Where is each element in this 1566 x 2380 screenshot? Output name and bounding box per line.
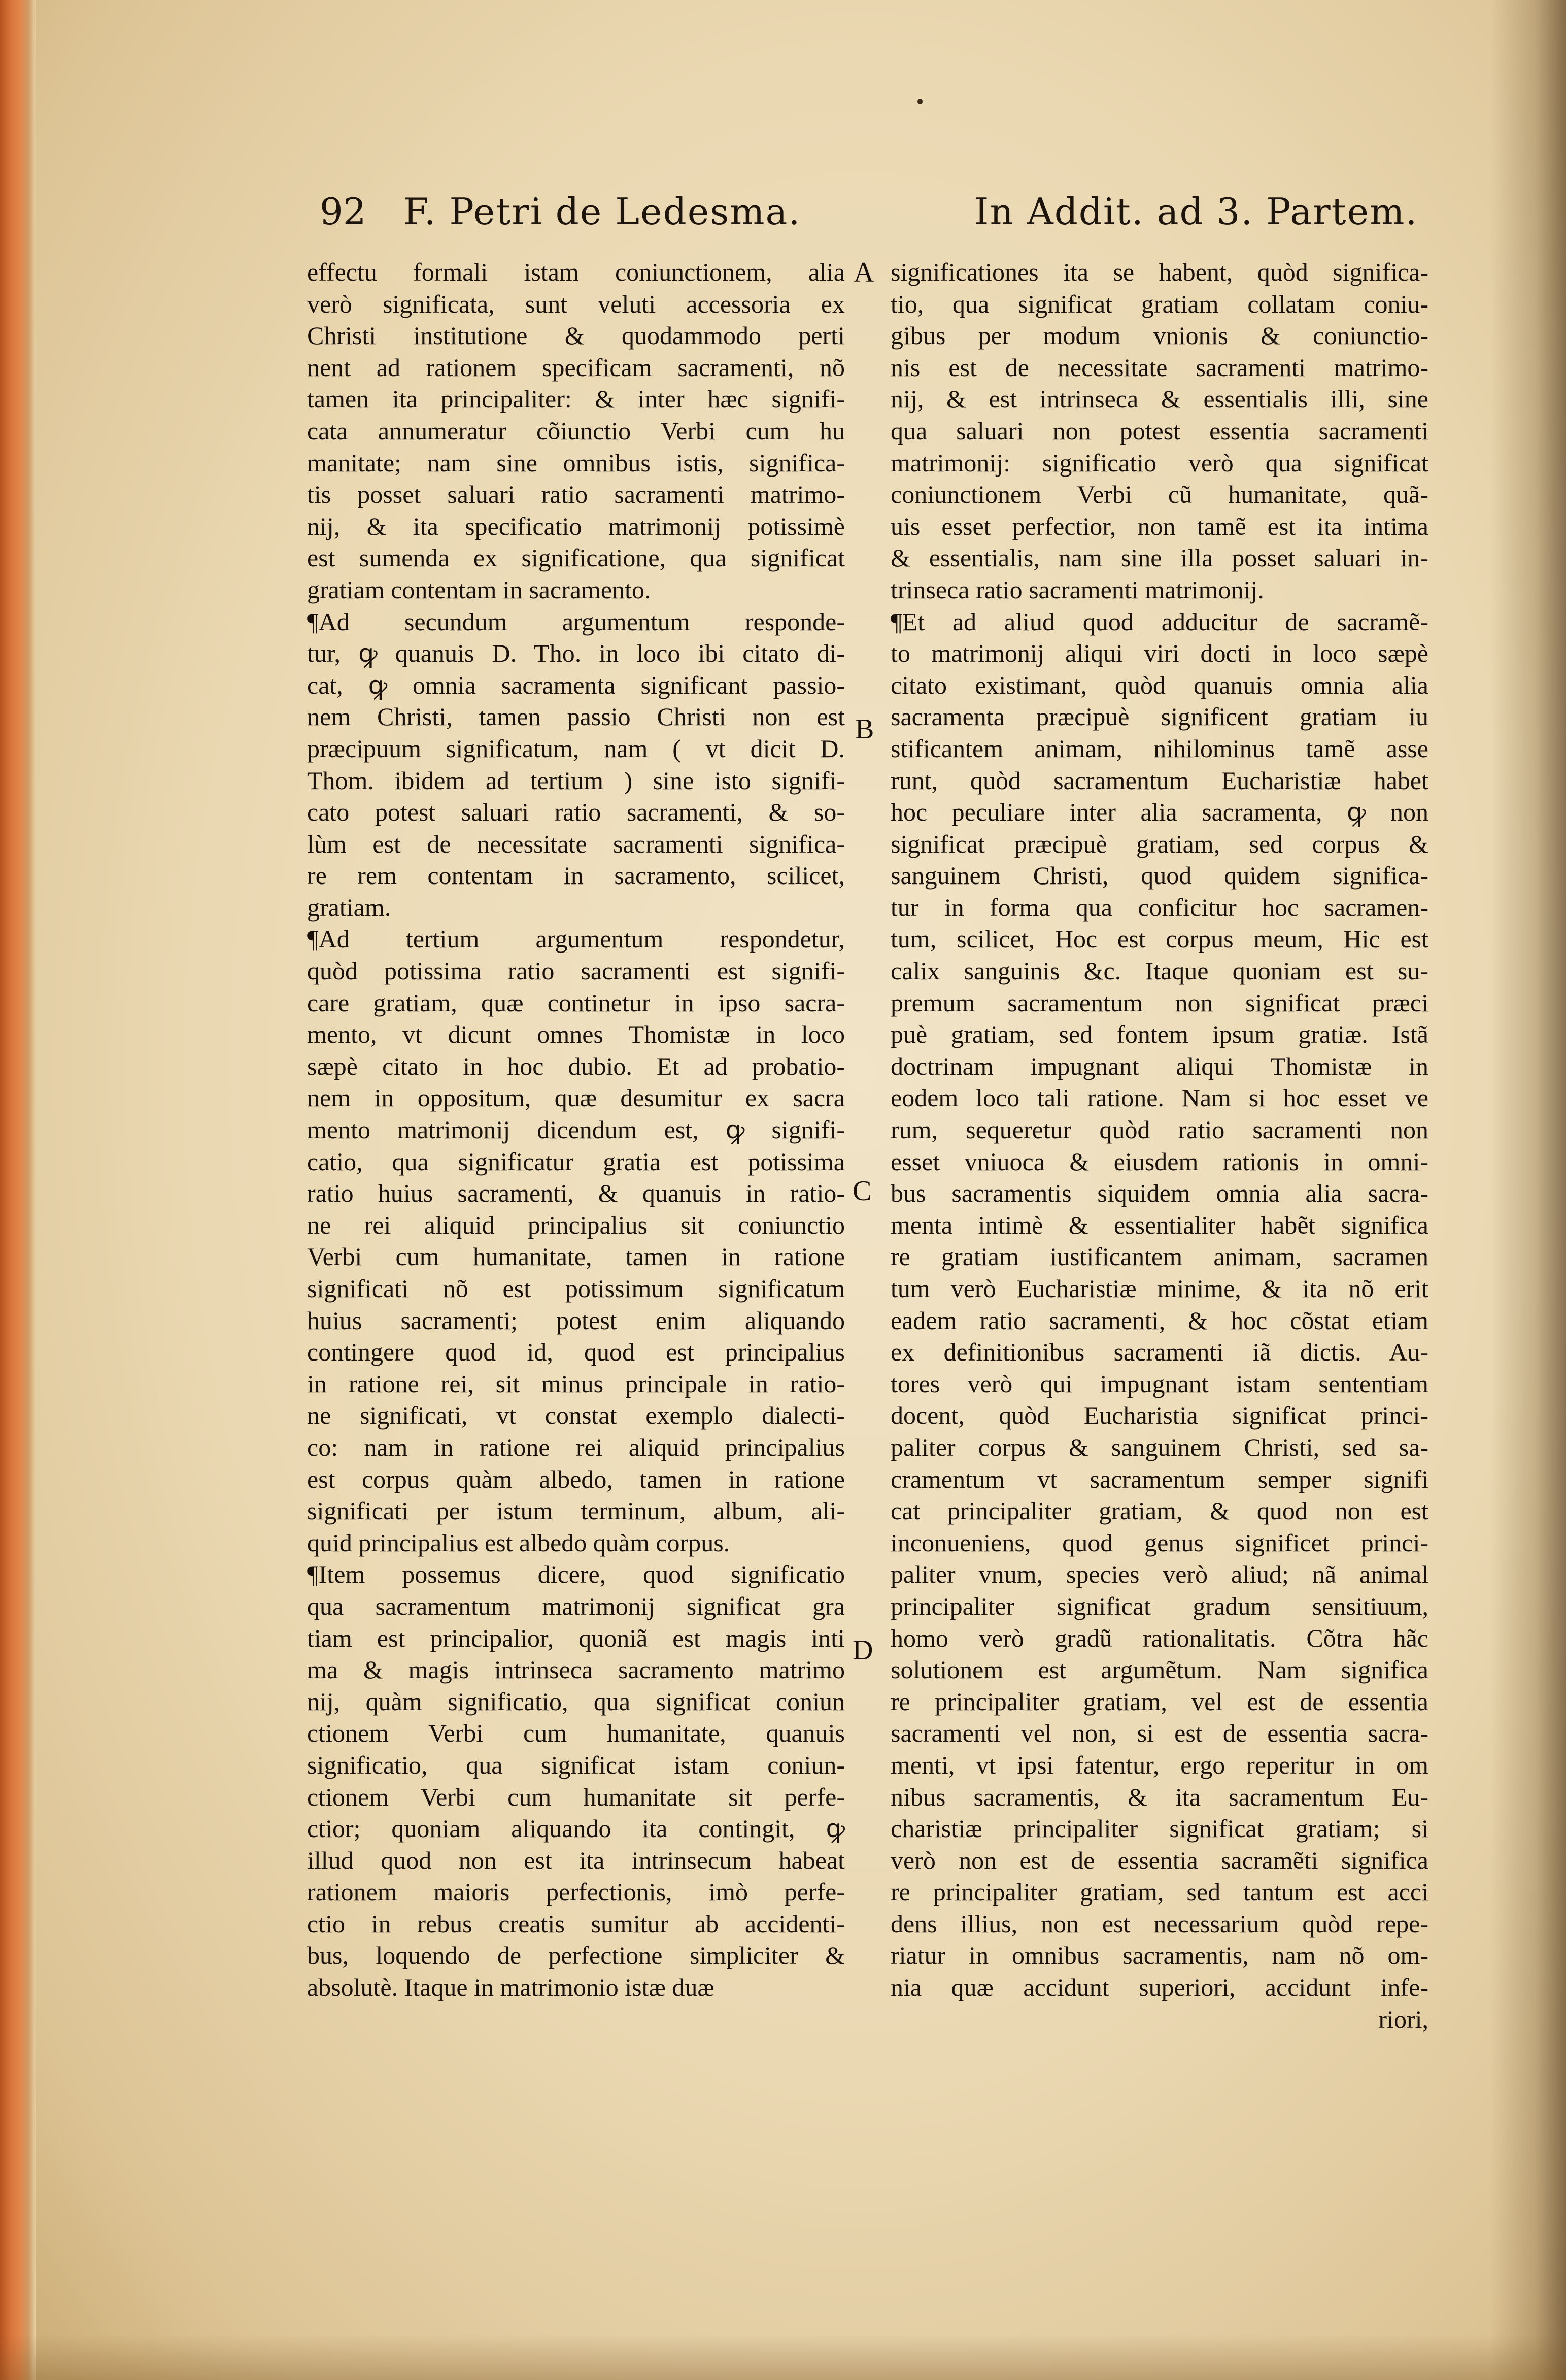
text-line: ne significati, vt constat exemplo dialecti-: [307, 1401, 845, 1430]
text-line: stificantem animam, nihilominus tamẽ asse: [891, 734, 1428, 763]
text-line: ma & magis intrinseca sacramento matrimo: [307, 1655, 845, 1684]
text-line: calix sanguinis &c. Itaque quoniam est su-: [891, 957, 1428, 985]
text-line: homo verò gradũ rationalitatis. Cõtra hãc: [891, 1623, 1428, 1652]
text-line: nij, quàm significatio, qua significat coniun: [307, 1687, 845, 1716]
text-line: effectu formali istam coniunctionem, alia: [307, 258, 845, 286]
text-line: sacramenti vel non, si est de essentia sacra-: [891, 1719, 1428, 1748]
text-line: cat, ꝙ omnia sacramenta significant passio-: [307, 670, 845, 699]
text-line: ratio huius sacramenti, & quanuis in ratio-: [307, 1179, 845, 1208]
text-line: mento, vt dicunt omnes Thomistæ in loco: [307, 1020, 845, 1049]
text-line: menti, vt ipsi fatentur, ergo reperitur in om: [891, 1750, 1428, 1779]
text-line: significationes ita se habent, quòd significa-: [891, 258, 1428, 286]
text-line: significati per istum terminum, album, ali-: [307, 1497, 845, 1525]
text-line: bus, loquendo de perfectione simpliciter &: [307, 1941, 845, 1970]
margin-letter-a: A: [854, 257, 874, 288]
text-line: riori,: [1378, 2004, 1428, 2033]
text-line: citato existimant, quòd quanuis omnia alia: [891, 670, 1428, 699]
text-line: sanguinem Christi, quod quidem significa-: [891, 861, 1428, 890]
text-line: cat principaliter gratiam, & quod non est: [891, 1497, 1428, 1525]
text-line: tio, qua significat gratiam collatam coniu-: [891, 289, 1428, 318]
text-line: ex definitionibus sacramenti iã dictis. Au-: [891, 1338, 1428, 1367]
text-line: huius sacramenti; potest enim aliquando: [307, 1306, 845, 1335]
text-line: absolutè. Itaque in matrimonio istæ duæ: [307, 1973, 714, 2002]
text-line: doctrinam impugnant aliqui Thomistæ in: [891, 1051, 1428, 1080]
text-line: cato potest saluari ratio sacramenti, & so-: [307, 798, 845, 827]
text-line: tis posset saluari ratio sacramenti matrimo-: [307, 480, 845, 509]
text-line: quid principalius est albedo quàm corpus.: [307, 1528, 730, 1557]
text-line: eodem loco tali ratione. Nam si hoc esset ve: [891, 1083, 1428, 1112]
text-line: solutionem est argumẽtum. Nam significa: [891, 1655, 1428, 1684]
page-number: 92: [320, 190, 366, 233]
text-line: ¶Item possemus dicere, quod significatio: [307, 1560, 845, 1589]
text-line: contingere quod id, quod est principalius: [307, 1338, 845, 1367]
text-line: ctio in rebus creatis sumitur ab accidenti-: [307, 1909, 845, 1938]
text-line: præcipuum significatum, nam ( vt dicit D.: [307, 734, 845, 763]
text-line: tores verò qui impugnant istam sententiam: [891, 1369, 1428, 1398]
text-line: ctior; quoniam aliquando ita contingit, ꝙ: [307, 1814, 845, 1843]
text-line: tur, ꝙ quanuis D. Tho. in loco ibi citato di-: [307, 639, 845, 668]
text-line: sacramenta præcipuè significent gratiam iu: [891, 702, 1428, 731]
text-line: tum, scilicet, Hoc est corpus meum, Hic est: [891, 925, 1428, 954]
text-line: care gratiam, quæ continetur in ipso sacra-: [307, 988, 845, 1017]
text-line: lùm est de necessitate sacramenti significa-: [307, 829, 845, 858]
text-line: verò significata, sunt veluti accessoria ex: [307, 289, 845, 318]
text-line: premum sacramentum non significat præci: [891, 988, 1428, 1017]
text-line: Verbi cum humanitate, tamen in ratione: [307, 1242, 845, 1271]
text-line: dens illius, non est necessarium quòd repe-: [891, 1909, 1428, 1938]
margin-letter-b: B: [855, 713, 874, 745]
text-line: gratiam contentam in sacramento.: [307, 575, 651, 604]
text-line: quòd potissima ratio sacramenti est signifi-: [307, 957, 845, 985]
text-line: re rem contentam in sacramento, scilicet,: [307, 861, 845, 890]
text-line: uis esset perfectior, non tamẽ est ita intima: [891, 512, 1428, 540]
text-line: re principaliter gratiam, sed tantum est acci: [891, 1878, 1428, 1907]
gutter-shadow: [1490, 0, 1566, 2380]
text-line: mento matrimonij dicendum est, ꝙ signifi-: [307, 1115, 845, 1144]
text-line: bus sacramentis siquidem omnia alia sacra-: [891, 1179, 1428, 1208]
page-fore-edge: [0, 0, 36, 2380]
text-line: to matrimonij aliqui viri docti in loco sæpè: [891, 639, 1428, 668]
text-line: nem in oppositum, quæ desumitur ex sacra: [307, 1083, 845, 1112]
text-line: nibus sacramentis, & ita sacramentum Eu-: [891, 1782, 1428, 1811]
text-line: significat præcipuè gratiam, sed corpus &: [891, 829, 1428, 858]
left-text-column: [307, 256, 845, 2003]
margin-letter-c: C: [853, 1175, 872, 1207]
text-line: trinseca ratio sacramenti matrimonij.: [891, 575, 1264, 604]
text-line: coniunctionem Verbi cũ humanitate, quã-: [891, 480, 1428, 509]
text-line: nem Christi, tamen passio Christi non est: [307, 702, 845, 731]
text-line: ctionem Verbi cum humanitate, quanuis: [307, 1719, 845, 1748]
text-line: ¶Et ad aliud quod adducitur de sacramẽ-: [891, 607, 1428, 636]
text-line: ne rei aliquid principalius sit coniunctio: [307, 1210, 845, 1239]
text-line: re principaliter gratiam, vel est de essentia: [891, 1687, 1428, 1716]
text-line: qua saluari non potest essentia sacramenti: [891, 416, 1428, 445]
text-line: menta intimè & essentialiter habẽt significa: [891, 1210, 1428, 1239]
text-line: hoc peculiare inter alia sacramenta, ꝙ non: [891, 798, 1428, 827]
text-line: illud quod non est ita intrinsecum habeat: [307, 1846, 845, 1875]
text-line: charistiæ principaliter significat gratiam; si: [891, 1814, 1428, 1843]
text-line: runt, quòd sacramentum Eucharistiæ habet: [891, 766, 1428, 795]
text-line: principaliter significat gradum sensitiuum,: [891, 1591, 1428, 1620]
text-line: significati nõ est potissimum significatum: [307, 1274, 845, 1303]
text-line: est corpus quàm albedo, tamen in ratione: [307, 1465, 845, 1493]
text-line: re gratiam iustificantem animam, sacramen: [891, 1242, 1428, 1271]
text-line: docent, quòd Eucharistia significat princi-: [891, 1401, 1428, 1430]
text-line: esset vniuoca & eiusdem rationis in omni-: [891, 1147, 1428, 1176]
text-line: riatur in omnibus sacramentis, nam nõ om-: [891, 1941, 1428, 1970]
text-line: rum, sequeretur quòd ratio sacramenti non: [891, 1115, 1428, 1144]
text-line: nent ad rationem specificam sacramenti, nõ: [307, 353, 845, 382]
ink-speck: [917, 99, 923, 104]
text-line: sæpè citato in hoc dubio. Et ad probatio-: [307, 1051, 845, 1080]
text-line: nia quæ accidunt superiori, accidunt infe-: [891, 1973, 1428, 2002]
text-line: significatio, qua significat istam coniun-: [307, 1750, 845, 1779]
text-line: inconueniens, quod genus significet princi-: [891, 1528, 1428, 1557]
text-line: puè gratiam, sed fontem ipsum gratiæ. Istã: [891, 1020, 1428, 1049]
text-line: eadem ratio sacramenti, & hoc cõstat etiam: [891, 1306, 1428, 1335]
text-line: nij, & ita specificatio matrimonij potissimè: [307, 512, 845, 540]
text-line: ¶Ad tertium argumentum respondetur,: [307, 925, 845, 954]
text-line: paliter corpus & sanguinem Christi, sed sa-: [891, 1433, 1428, 1461]
text-line: ctionem Verbi cum humanitate sit perfe-: [307, 1782, 845, 1811]
text-line: gibus per modum vnionis & coniunctio-: [891, 321, 1428, 350]
text-line: est sumenda ex significatione, qua significat: [307, 543, 845, 572]
text-line: tum verò Eucharistiæ minime, & ita nõ erit: [891, 1274, 1428, 1303]
text-line: manitate; nam sine omnibus istis, significa-: [307, 448, 845, 477]
text-line: rationem maioris perfectionis, imò perfe-: [307, 1878, 845, 1907]
text-line: tamen ita principaliter: & inter hæc signifi-: [307, 385, 845, 414]
text-line: in ratione rei, sit minus principale in ratio-: [307, 1369, 845, 1398]
text-line: tur in forma qua conficitur hoc sacramen-: [891, 893, 1428, 922]
text-line: Christi institutione & quodammodo perti: [307, 321, 845, 350]
page-bottom-edge: [0, 2334, 1566, 2380]
text-line: co: nam in ratione rei aliquid principalius: [307, 1433, 845, 1461]
text-line: matrimonij: significatio verò qua significat: [891, 448, 1428, 477]
text-line: & essentialis, nam sine illa posset saluari in-: [891, 543, 1428, 572]
text-line: cata annumeratur cõiunctio Verbi cum hu: [307, 416, 845, 445]
text-line: ¶Ad secundum argumentum responde-: [307, 607, 845, 636]
text-line: qua sacramentum matrimonij significat gra: [307, 1591, 845, 1620]
text-line: paliter vnum, species verò aliud; nã animal: [891, 1560, 1428, 1589]
text-line: catio, qua significatur gratia est potissima: [307, 1147, 845, 1176]
text-line: cramentum vt sacramentum semper signifi: [891, 1465, 1428, 1493]
text-line: nij, & est intrinseca & essentialis illi, sine: [891, 385, 1428, 414]
text-line: Thom. ibidem ad tertium ) sine isto signifi-: [307, 766, 845, 795]
margin-letter-d: D: [853, 1635, 873, 1666]
running-head-right: In Addit. ad 3. Partem.: [974, 190, 1418, 233]
right-text-column: [891, 256, 1428, 2035]
running-head-left: F. Petri de Ledesma.: [403, 190, 801, 233]
text-line: nis est de necessitate sacramenti matrimo-: [891, 353, 1428, 382]
text-line: tiam est principalior, quoniã est magis inti: [307, 1623, 845, 1652]
text-line: verò non est de essentia sacramẽti significa: [891, 1846, 1428, 1875]
text-line: gratiam.: [307, 893, 391, 922]
